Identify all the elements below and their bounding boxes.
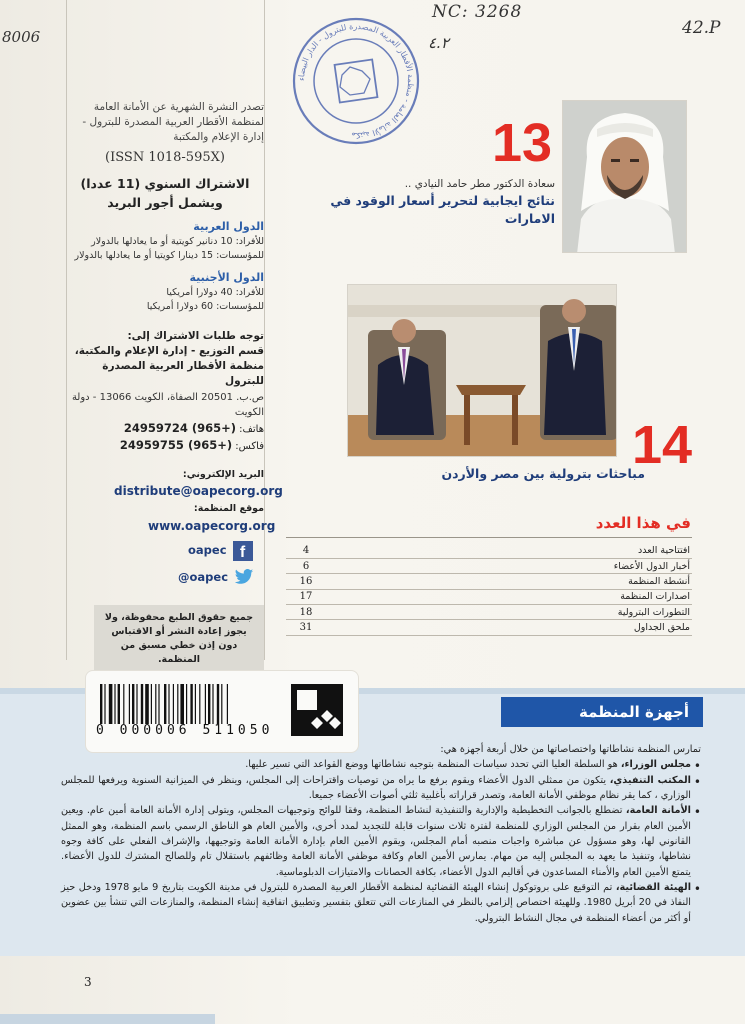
stamp-text: مكتبة الأمانة العامة - منظمة الأقطار العربية المصدرة للبترول - الدار البيضاء [296, 21, 416, 141]
barcode-bar [221, 684, 222, 724]
article-13-page-number: 13 [492, 113, 553, 173]
copyright-notice: جميع حقوق الطبع محفوظة، ولا يجوز إعادة النشر أو الاقتباس دون إذن خطي مسبق من المنظمة. [94, 605, 264, 674]
toc-page: 31 [286, 620, 326, 635]
barcode-bar [158, 684, 159, 724]
orders-heading: توجه طلبات الاشتراك إلى: [127, 329, 264, 342]
article-13-title[interactable]: نتائج ايجابية لتحرير أسعار الوقود في الامارات [330, 193, 555, 227]
issn: (ISSN 1018-595X) [105, 149, 225, 165]
twitter-row[interactable] [66, 569, 264, 587]
facebook-row[interactable] [66, 541, 264, 561]
article-14-photo[interactable] [347, 284, 617, 457]
barcode-bar [168, 684, 169, 724]
toc-label[interactable]: اصدارات المنظمة [326, 589, 692, 604]
list-item: • مجلس الوزراء، هو السلطة العليا التي تحدد سياسات المنظمة بتوجيه نشاطاتها ووضع القواعد التي تسير عليها. [61, 757, 701, 772]
barcode-bar [217, 684, 219, 724]
article-13-portrait[interactable] [562, 100, 687, 253]
foreign-countries-heading: الدول الأجنبية [189, 270, 264, 284]
barcode-digits: 0 000006 511050 [96, 723, 274, 738]
handwritten-catalog-number: NC: 3268 [432, 2, 523, 22]
barcode-bar [199, 684, 200, 724]
publication-intro: تصدر النشرة الشهرية عن الأمانة العامة لمنظمة الأقطار العربية المصدرة للبترول - إدارة الإعلام والمكتبة [82, 101, 264, 144]
twitter-icon[interactable] [234, 569, 254, 587]
email-label: البريد الإلكتروني: [182, 469, 264, 481]
barcode-bar [100, 684, 102, 724]
toc-label[interactable]: أنشطة المنظمة [326, 574, 692, 589]
toc-heading-rule [286, 537, 692, 538]
organization-intro: تمارس المنظمة نشاطاتها واختصاصاتها من خلال أربعة أجهزة هي: [440, 744, 701, 755]
library-stamp [290, 15, 422, 147]
orders-department: قسم التوزيع - إدارة الإعلام والمكتبة، منظمة الأقطار العربية المصدرة للبترول [74, 344, 264, 388]
toc-row[interactable] [286, 620, 692, 635]
article-13-person: سعادة الدكتور مطر حامد النيادي .. [404, 178, 555, 190]
barcode-bar [109, 684, 113, 724]
toc-page: 18 [286, 605, 326, 620]
arab-countries-heading: الدول العربية [193, 219, 264, 233]
barcode-bar [118, 684, 120, 724]
arab-individual-price: للأفراد: 10 دنانير كويتية أو ما يعادلها بالدولار [91, 236, 264, 248]
barcode-bar [123, 684, 124, 724]
article-14-title[interactable]: مباحثات بترولية بين مصر والأردن [441, 466, 645, 481]
barcode-bar [190, 684, 192, 724]
article-14-page-number: 14 [632, 415, 693, 475]
barcode-bar [195, 684, 196, 724]
toc-row[interactable] [286, 558, 692, 573]
barcode-bar [132, 684, 134, 724]
barcode-bar [145, 684, 149, 724]
table-of-contents [286, 543, 692, 636]
barcode-card [85, 670, 359, 753]
foreign-institution-price: للمؤسسات: 60 دولارا أمريكيا [146, 301, 264, 313]
arab-institution-price: للمؤسسات: 15 دينارا كويتيا أو ما يعادلها بالدولار [74, 250, 264, 262]
toc-label[interactable]: ملحق الجداول [326, 620, 692, 635]
toc-page: 4 [286, 543, 326, 558]
twitter-handle[interactable]: @oapec [178, 569, 229, 584]
column-rule-right [264, 0, 265, 660]
toc-label[interactable]: التطورات البترولية [326, 605, 692, 620]
phone-number: 24959724 (965+) [123, 420, 236, 435]
website-link[interactable]: www.oapecorg.org [148, 518, 276, 533]
subscription-title: الاشتراك السنوي (11 عددا) ويشمل أجور البريد [80, 176, 250, 210]
barcode-bar [227, 684, 228, 724]
meeting-photo [348, 285, 617, 457]
barcode-bar [155, 684, 156, 724]
barcode-bar [164, 684, 166, 724]
list-item: • المكتب التنفيذي، يتكون من ممثلي الدول الأعضاء ويقوم برفع ما يراه من توصيات واقتراحات إلى المجلس، وينظر في الميزانية السنوية ويرفعها للمجلس الوزاري ، كما يقر نظام موظفي الأمانة العامة، وتصدر قراراته بأغلبية ثلثي أصوات الأعضاء جميعا. [61, 773, 701, 804]
publication-info [66, 100, 283, 674]
email-link[interactable]: distribute@oapecorg.org [114, 484, 283, 499]
page-number: 3 [84, 975, 92, 989]
barcode-bar [114, 684, 115, 724]
phone-line: هاتف: 24959724 (965+) [123, 420, 264, 435]
toc-label[interactable]: أخبار الدول الأعضاء [326, 558, 692, 573]
barcode-bar [173, 684, 174, 724]
handwritten-code: 42.P [682, 18, 721, 38]
toc-row[interactable] [286, 589, 692, 604]
barcode-bar [180, 684, 184, 724]
toc-label[interactable]: افتتاحية العدد [326, 543, 692, 558]
toc-page: 6 [286, 558, 326, 573]
fax-number: 24959755 (965+) [119, 437, 233, 452]
barcode-bar [151, 684, 152, 724]
toc-row[interactable] [286, 574, 692, 589]
toc-heading: في هذا العدد [595, 514, 691, 532]
po-box: ص.ب. 20501 الصفاة، الكويت 13066 - دولة الكويت [71, 391, 264, 418]
toc-page: 16 [286, 574, 326, 589]
barcode-bar [212, 684, 213, 724]
handwritten-mark: ٤.٢ [428, 34, 449, 52]
handwritten-number: 8006 [2, 28, 41, 46]
barcode-bar [136, 684, 137, 724]
bottom-strip [0, 1014, 215, 1024]
article-13-caption[interactable] [295, 177, 555, 228]
fax-line: فاكس: 24959755 (965+) [119, 437, 264, 452]
barcode-bar [141, 684, 143, 724]
foreign-individual-price: للأفراد: 40 دولارا أمريكيا [166, 287, 264, 299]
portrait-photo [563, 101, 687, 253]
barcode-bar [104, 684, 105, 724]
organization-heading: أجهزة المنظمة [501, 697, 703, 727]
toc-row[interactable] [286, 543, 692, 558]
barcode-bar [205, 684, 206, 724]
toc-row[interactable] [286, 605, 692, 620]
barcode-bar [186, 684, 187, 724]
barcode-bar [177, 684, 178, 724]
website-label: موقع المنظمة: [193, 503, 264, 515]
barcode-bar [208, 684, 210, 724]
facebook-icon[interactable]: f [233, 541, 253, 561]
facebook-handle[interactable]: oapec [188, 542, 227, 557]
list-item: • الهيئة القضائية، تم التوقيع على بروتوكول إنشاء الهيئة القضائية لمنظمة الأقطار العربية المصدرة للبترول في مدينة الكويت بتاريخ 9 مايو 1978 ودخل حيز النفاذ في 20 أبريل 1980. وللهيئة اختصاص إلزامي بالنظر في المنازعات التي تتعلق بتفسير وتطبيق اتفاقية إنشاء المنظمة، والمنازعات التي تنشأ بين عضوين أو أكثر من أعضاء المنظمة في مجال النشاط البترولي. [61, 880, 701, 926]
organization-text [61, 742, 701, 926]
list-item: • الأمانة العامة، تضطلع بالجوانب التخطيطية والإدارية والتنفيذية لنشاط المنظمة، وفقا للوائح وتوجيهات المجلس، ويتولى إدارة الأمانة العامة أمين عام. ويعين الأمين العام بقرار من المجلس الوزاري للمنظمة لفترة ثلاث سنوات قابلة للتجديد لمدد أخرى، والأمين العام هو الناطق الرسمي باسم المنظمة، وهو الممثل القانوني لها، وهو مسؤول عن مباشرة واجبات منصبه أمام المجلس، ويقوم الأمين العام بإدارة الأمانة العامة وتوجيهها، والإشراف الفعلي على كافة وجوه نشاطها، وتنفيذ ما يعهد به المجلس إليه من مهام. يمارس الأمين العام وكافة موظفي الأمانة العامة وظائفهم باستقلال تام وللصالح المشترك للدول الأعضاء. يتمتع الأمين العام والأمناء المساعدون في أقاليم الدول الأعضاء، بكافة الحصانات والامتيازات الدبلوماسية. [61, 803, 701, 880]
barcode-bar [129, 684, 130, 724]
toc-page: 17 [286, 589, 326, 604]
